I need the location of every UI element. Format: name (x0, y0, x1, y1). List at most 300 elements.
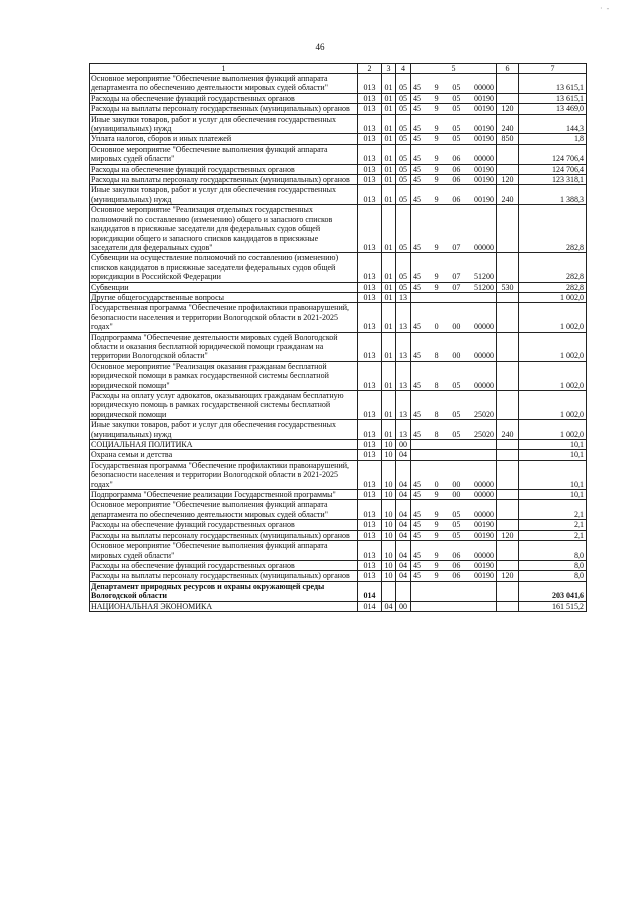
expense-type-code (497, 74, 519, 94)
expense-type-code: 120 (497, 530, 519, 540)
subprogram-code: 9 (434, 164, 439, 174)
table-row (90, 530, 587, 540)
program-code: 45 (413, 571, 421, 581)
table-body (90, 74, 587, 612)
expense-name: Основное мероприятие "Реализация оказания гражданам бесплатной юридической помощи в рамках государственной системы бесплатной юридической помощи" (90, 361, 358, 390)
program-code: 45 (413, 520, 421, 530)
subsection-code: 05 (396, 164, 411, 174)
target-article-code (411, 420, 497, 440)
header-cell: 7 (519, 64, 587, 74)
expense-name: Подпрограмма "Обеспечение деятельности мировых судей Вологодской области и оказания бесплатной юридической помощи гражданам на территории Вологодской области" (90, 332, 358, 361)
section-code: 01 (382, 144, 396, 164)
expense-name: Расходы на выплаты персоналу государственных (муниципальных) органов (90, 530, 358, 540)
amount: 8,0 (519, 560, 587, 570)
activity-code: 07 (452, 272, 461, 282)
amount: 2,1 (519, 520, 587, 530)
section-code: 01 (382, 134, 396, 144)
amount: 10,1 (519, 450, 587, 460)
amount: 13 469,0 (519, 104, 587, 114)
expense-name: Расходы на обеспечение функций государственных органов (90, 93, 358, 103)
ministry-code: 013 (358, 332, 382, 361)
program-code: 45 (413, 93, 421, 103)
expense-type-code (497, 520, 519, 530)
ministry-code: 013 (358, 303, 382, 332)
subsection-code: 13 (396, 391, 411, 420)
activity-code: 00 (452, 322, 461, 332)
activity-code: 00 (452, 351, 461, 361)
table-row (90, 571, 587, 581)
amount: 144,3 (519, 114, 587, 134)
subsection-code: 05 (396, 185, 411, 205)
target-article-code (411, 460, 497, 489)
subsection-code: 05 (396, 93, 411, 103)
expense-type-code: 240 (497, 114, 519, 134)
expense-type-code (497, 164, 519, 174)
ministry-code: 013 (358, 460, 382, 489)
subprogram-code: 9 (434, 104, 439, 114)
amount: 161 515,2 (519, 601, 587, 611)
expense-type-code (497, 500, 519, 520)
activity-code: 07 (452, 282, 461, 292)
amount: 2,1 (519, 530, 587, 540)
table-row (90, 460, 587, 489)
expense-type-code: 850 (497, 134, 519, 144)
direction-code: 00000 (473, 479, 494, 489)
expense-type-code: 120 (497, 104, 519, 114)
table-row (90, 93, 587, 103)
subprogram-code: 9 (434, 490, 439, 500)
program-code: 45 (413, 560, 421, 570)
direction-code: 00190 (473, 530, 494, 540)
direction-code: 00000 (473, 83, 494, 93)
program-code: 45 (413, 322, 421, 332)
direction-code: 00000 (473, 380, 494, 390)
header-cell: 6 (497, 64, 519, 74)
expense-name: Расходы на выплаты персоналу государственных (муниципальных) органов (90, 571, 358, 581)
table-row (90, 332, 587, 361)
ministry-code: 013 (358, 541, 382, 561)
amount: 124 706,4 (519, 144, 587, 164)
ministry-code: 013 (358, 530, 382, 540)
activity-code: 05 (452, 520, 461, 530)
subsection-code: 13 (396, 303, 411, 332)
header-cell: 4 (396, 64, 411, 74)
direction-code: 00000 (473, 550, 494, 560)
expense-name: Иные закупки товаров, работ и услуг для обеспечения государственных (муниципальных) нужд (90, 185, 358, 205)
amount: 13 615,1 (519, 93, 587, 103)
subprogram-code: 9 (434, 124, 439, 134)
expense-name: Иные закупки товаров, работ и услуг для обеспечения государственных (муниципальных) нужд (90, 114, 358, 134)
subsection-code: 05 (396, 144, 411, 164)
target-article-code (411, 175, 497, 185)
expense-type-code (497, 460, 519, 489)
program-code: 45 (413, 104, 421, 114)
target-article-code (411, 530, 497, 540)
activity-code: 05 (452, 83, 461, 93)
expense-name: Подпрограмма "Обеспечение реализации Государственной программы" (90, 490, 358, 500)
subprogram-code: 8 (434, 409, 439, 419)
amount: 1 002,0 (519, 391, 587, 420)
expense-name: Государственная программа "Обеспечение профилактики правонарушений, безопасности населения и территории Вологодской области в 2021-2025 годах" (90, 460, 358, 489)
program-code: 45 (413, 272, 421, 282)
activity-code: 05 (452, 134, 461, 144)
activity-code: 05 (452, 380, 461, 390)
expense-type-code: 240 (497, 420, 519, 440)
subsection-code: 04 (396, 560, 411, 570)
subsection-code (396, 581, 411, 601)
activity-code: 07 (452, 242, 461, 252)
table-row (90, 134, 587, 144)
program-code: 45 (413, 479, 421, 489)
subsection-code: 04 (396, 450, 411, 460)
header-row (90, 64, 587, 74)
subsection-code: 04 (396, 571, 411, 581)
subprogram-code: 9 (434, 520, 439, 530)
table-row (90, 601, 587, 611)
ministry-code: 013 (358, 205, 382, 253)
direction-code: 00190 (473, 520, 494, 530)
subprogram-code: 9 (434, 93, 439, 103)
program-code: 45 (413, 175, 421, 185)
table-row (90, 144, 587, 164)
amount: 1 002,0 (519, 420, 587, 440)
activity-code: 06 (452, 571, 461, 581)
ministry-code: 013 (358, 175, 382, 185)
program-code: 45 (413, 134, 421, 144)
expense-type-code (497, 490, 519, 500)
section-code: 01 (382, 292, 396, 302)
subsection-code: 04 (396, 500, 411, 520)
ministry-code: 013 (358, 164, 382, 174)
amount: 13 615,1 (519, 74, 587, 94)
expense-type-code (497, 361, 519, 390)
expense-name: Охрана семьи и детства (90, 450, 358, 460)
subprogram-code: 9 (434, 175, 439, 185)
direction-code: 00000 (473, 490, 494, 500)
activity-code: 06 (452, 550, 461, 560)
table-row (90, 253, 587, 282)
subprogram-code: 9 (434, 134, 439, 144)
target-article-code (411, 303, 497, 332)
table-row (90, 114, 587, 134)
table-row (90, 104, 587, 114)
activity-code: 05 (452, 409, 461, 419)
target-article-code (411, 292, 497, 302)
direction-code: 25020 (473, 429, 494, 439)
target-article-code (411, 144, 497, 164)
subprogram-code: 8 (434, 351, 439, 361)
section-code: 10 (382, 500, 396, 520)
activity-code: 05 (452, 124, 461, 134)
subsection-code: 05 (396, 114, 411, 134)
subprogram-code: 0 (434, 322, 439, 332)
table-row (90, 541, 587, 561)
target-article-code (411, 560, 497, 570)
amount: 10,1 (519, 460, 587, 489)
program-code: 45 (413, 164, 421, 174)
subprogram-code: 0 (434, 479, 439, 489)
direction-code: 00190 (473, 104, 494, 114)
expense-name: Уплата налогов, сборов и иных платежей (90, 134, 358, 144)
subprogram-code: 9 (434, 509, 439, 519)
subprogram-code: 9 (434, 560, 439, 570)
program-code: 45 (413, 154, 421, 164)
activity-code: 05 (452, 429, 461, 439)
amount: 10,1 (519, 440, 587, 450)
program-code: 45 (413, 409, 421, 419)
subsection-code: 05 (396, 253, 411, 282)
subprogram-code: 8 (434, 380, 439, 390)
direction-code: 51200 (473, 272, 494, 282)
subsection-code: 04 (396, 541, 411, 561)
expense-name: Основное мероприятие "Реализация отдельных государственных полномочий по составлению (изменению) общего и запасного списков кандидатов в присяжные заседатели для федеральных судов общей юрисдикции общего и запасного списков кандидатов в присяжные заседатели для федеральных судов" (90, 205, 358, 253)
ministry-code: 013 (358, 440, 382, 450)
subprogram-code: 9 (434, 154, 439, 164)
expense-name: Основное мероприятие "Обеспечение выполнения функций аппарата мировых судей области" (90, 144, 358, 164)
activity-code: 06 (452, 175, 461, 185)
table-row (90, 560, 587, 570)
activity-code: 05 (452, 509, 461, 519)
target-article-code (411, 520, 497, 530)
table-row (90, 185, 587, 205)
subsection-code: 04 (396, 520, 411, 530)
expense-type-code (497, 581, 519, 601)
table-row (90, 205, 587, 253)
table-row (90, 175, 587, 185)
expense-type-code: 240 (497, 185, 519, 205)
subsection-code: 13 (396, 420, 411, 440)
expense-type-code (497, 391, 519, 420)
expense-type-code (497, 560, 519, 570)
amount: 2,1 (519, 500, 587, 520)
target-article-code (411, 391, 497, 420)
target-article-code (411, 581, 497, 601)
section-code: 01 (382, 420, 396, 440)
table-row (90, 303, 587, 332)
table-row (90, 420, 587, 440)
amount: 123 318,1 (519, 175, 587, 185)
header-cell: 2 (358, 64, 382, 74)
direction-code: 25020 (473, 409, 494, 419)
program-code: 45 (413, 550, 421, 560)
section-code: 01 (382, 282, 396, 292)
section-code: 10 (382, 450, 396, 460)
expense-type-code (497, 93, 519, 103)
section-code: 01 (382, 205, 396, 253)
subsection-code: 13 (396, 361, 411, 390)
table-row (90, 282, 587, 292)
section-code: 10 (382, 440, 396, 450)
target-article-code (411, 601, 497, 611)
subsection-code: 05 (396, 175, 411, 185)
ministry-code: 013 (358, 134, 382, 144)
program-code: 45 (413, 380, 421, 390)
target-article-code (411, 205, 497, 253)
direction-code: 00000 (473, 154, 494, 164)
target-article-code (411, 164, 497, 174)
scan-artifact: · - (600, 4, 610, 13)
section-code: 10 (382, 560, 396, 570)
expense-name: Основное мероприятие "Обеспечение выполнения функций аппарата департамента по обеспечению деятельности мировых судей области" (90, 74, 358, 94)
program-code: 45 (413, 194, 421, 204)
program-code: 45 (413, 242, 421, 252)
ministry-code: 014 (358, 601, 382, 611)
direction-code: 00190 (473, 164, 494, 174)
ministry-code: 013 (358, 282, 382, 292)
target-article-code (411, 571, 497, 581)
expense-type-code (497, 253, 519, 282)
amount: 1 002,0 (519, 303, 587, 332)
subsection-code: 13 (396, 292, 411, 302)
expense-type-code (497, 332, 519, 361)
ministry-code: 013 (358, 93, 382, 103)
direction-code: 00000 (473, 351, 494, 361)
table-row (90, 500, 587, 520)
section-code: 01 (382, 74, 396, 94)
ministry-code: 013 (358, 420, 382, 440)
section-code: 01 (382, 175, 396, 185)
direction-code: 51200 (473, 282, 494, 292)
program-code: 45 (413, 429, 421, 439)
section-code: 10 (382, 520, 396, 530)
budget-table (89, 63, 587, 612)
header-cell: 3 (382, 64, 396, 74)
expense-name: Основное мероприятие "Обеспечение выполнения функций аппарата департамента по обеспечению деятельности мировых судей области" (90, 500, 358, 520)
section-code (382, 581, 396, 601)
expense-type-code: 120 (497, 175, 519, 185)
table-row (90, 164, 587, 174)
table-row (90, 520, 587, 530)
section-code: 01 (382, 164, 396, 174)
section-code: 01 (382, 253, 396, 282)
program-code: 45 (413, 83, 421, 93)
ministry-code: 013 (358, 185, 382, 205)
target-article-code (411, 104, 497, 114)
ministry-code: 014 (358, 581, 382, 601)
ministry-code: 013 (358, 520, 382, 530)
section-code: 01 (382, 332, 396, 361)
subsection-code: 05 (396, 205, 411, 253)
target-article-code (411, 440, 497, 450)
target-article-code (411, 450, 497, 460)
expense-name: Государственная программа "Обеспечение профилактики правонарушений, безопасности населения и территории Вологодской области в 2021-2025 годах" (90, 303, 358, 332)
program-code: 45 (413, 282, 421, 292)
subprogram-code: 9 (434, 550, 439, 560)
target-article-code (411, 490, 497, 500)
table-row (90, 74, 587, 94)
target-article-code (411, 282, 497, 292)
program-code: 45 (413, 351, 421, 361)
activity-code: 05 (452, 93, 461, 103)
target-article-code (411, 500, 497, 520)
section-code: 01 (382, 361, 396, 390)
ministry-code: 013 (358, 361, 382, 390)
subsection-code: 13 (396, 332, 411, 361)
target-article-code (411, 114, 497, 134)
expense-name: НАЦИОНАЛЬНАЯ ЭКОНОМИКА (90, 601, 358, 611)
expense-name: Субвенции (90, 282, 358, 292)
subsection-code: 05 (396, 282, 411, 292)
expense-type-code: 120 (497, 571, 519, 581)
amount: 1 388,3 (519, 185, 587, 205)
amount: 8,0 (519, 541, 587, 561)
target-article-code (411, 361, 497, 390)
expense-type-code (497, 541, 519, 561)
subsection-code: 00 (396, 601, 411, 611)
subsection-code: 05 (396, 74, 411, 94)
program-code: 45 (413, 490, 421, 500)
amount: 124 706,4 (519, 164, 587, 174)
table-row (90, 391, 587, 420)
subsection-code: 00 (396, 440, 411, 450)
direction-code: 00000 (473, 242, 494, 252)
expense-type-code: 530 (497, 282, 519, 292)
page-number: 46 (315, 42, 325, 52)
subprogram-code: 8 (434, 429, 439, 439)
target-article-code (411, 185, 497, 205)
section-code: 10 (382, 530, 396, 540)
amount: 282,8 (519, 253, 587, 282)
expense-type-code (497, 440, 519, 450)
ministry-code: 013 (358, 500, 382, 520)
expense-name: Расходы на обеспечение функций государственных органов (90, 164, 358, 174)
amount: 1 002,0 (519, 361, 587, 390)
activity-code: 05 (452, 530, 461, 540)
table-row (90, 361, 587, 390)
expense-name: СОЦИАЛЬНАЯ ПОЛИТИКА (90, 440, 358, 450)
amount: 203 041,6 (519, 581, 587, 601)
subprogram-code: 9 (434, 242, 439, 252)
direction-code: 00190 (473, 194, 494, 204)
expense-type-code (497, 144, 519, 164)
activity-code: 06 (452, 164, 461, 174)
expense-name: Субвенции на осуществление полномочий по составлению (изменению) списков кандидатов в присяжные заседатели федеральных судов общей юрисдикции в Российской Федерации (90, 253, 358, 282)
activity-code: 05 (452, 104, 461, 114)
target-article-code (411, 541, 497, 561)
ministry-code: 013 (358, 253, 382, 282)
ministry-code: 013 (358, 104, 382, 114)
section-code: 10 (382, 460, 396, 489)
table-row (90, 440, 587, 450)
expense-name: Иные закупки товаров, работ и услуг для обеспечения государственных (муниципальных) нужд (90, 420, 358, 440)
expense-type-code (497, 601, 519, 611)
target-article-code (411, 93, 497, 103)
expense-name: Расходы на выплаты персоналу государственных (муниципальных) органов (90, 104, 358, 114)
amount: 1 002,0 (519, 292, 587, 302)
section-code: 01 (382, 391, 396, 420)
activity-code: 00 (452, 479, 461, 489)
ministry-code: 013 (358, 450, 382, 460)
subprogram-code: 9 (434, 194, 439, 204)
subsection-code: 04 (396, 490, 411, 500)
subsection-code: 05 (396, 104, 411, 114)
direction-code: 00190 (473, 93, 494, 103)
program-code: 45 (413, 124, 421, 134)
direction-code: 00000 (473, 322, 494, 332)
expense-name: Основное мероприятие "Обеспечение выполнения функций аппарата мировых судей области" (90, 541, 358, 561)
subprogram-code: 9 (434, 272, 439, 282)
subprogram-code: 9 (434, 282, 439, 292)
section-code: 10 (382, 490, 396, 500)
table-row (90, 292, 587, 302)
activity-code: 06 (452, 154, 461, 164)
subprogram-code: 9 (434, 571, 439, 581)
header-cell: 5 (411, 64, 497, 74)
direction-code: 00190 (473, 560, 494, 570)
expense-type-code (497, 205, 519, 253)
direction-code: 00190 (473, 134, 494, 144)
section-code: 04 (382, 601, 396, 611)
